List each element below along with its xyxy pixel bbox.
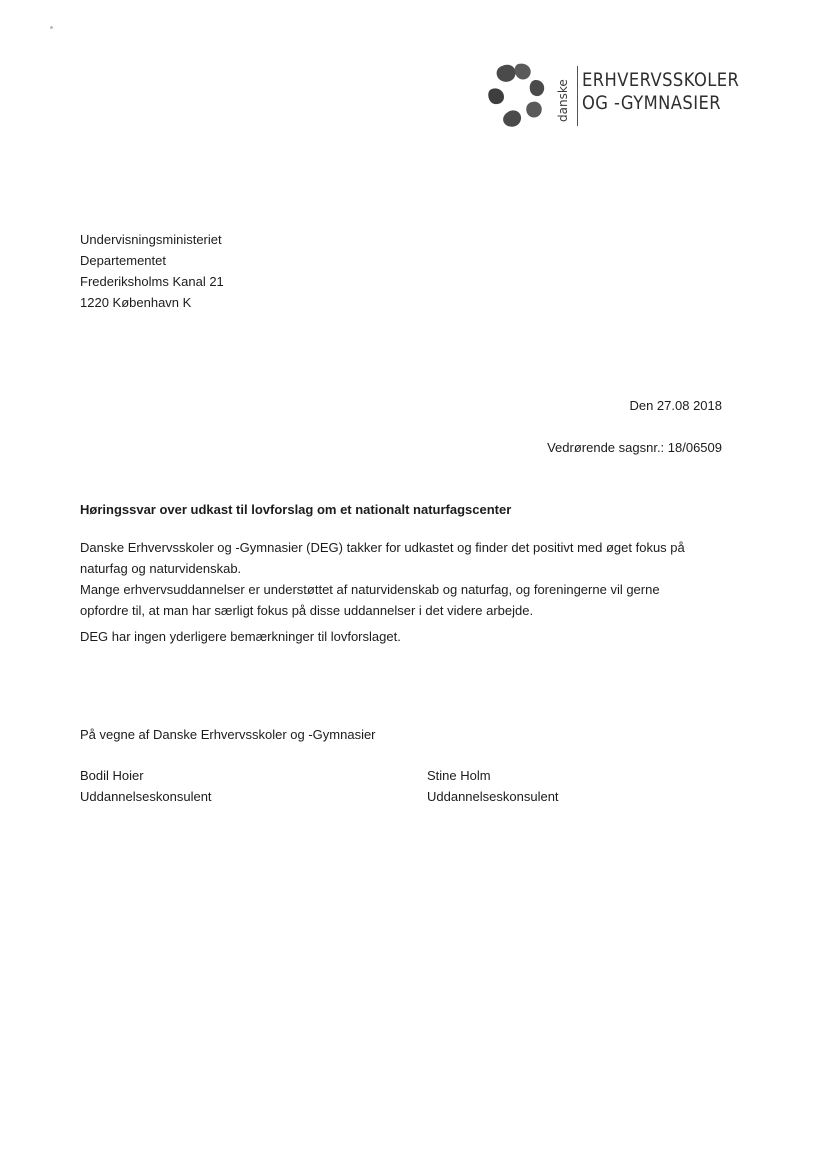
signatory-title: Uddannelseskonsulent bbox=[80, 789, 212, 804]
svg-text:danske: danske bbox=[556, 79, 570, 122]
body-line: Danske Erhvervsskoler og -Gymnasier (DEG) takker for udkastet og finder det positivt med øget fokus på bbox=[80, 540, 685, 555]
logo-petal bbox=[503, 110, 521, 126]
signatory-right bbox=[427, 765, 559, 807]
body-paragraph-1 bbox=[80, 537, 720, 621]
address-line: 1220 København K bbox=[80, 295, 192, 310]
body-line: opfordre til, at man har særligt fokus på disse uddannelser i det videre arbejde. bbox=[80, 603, 534, 618]
logo-small-word bbox=[548, 66, 574, 126]
signatory-name: Stine Holm bbox=[427, 768, 491, 783]
signatory-title: Uddannelseskonsulent bbox=[427, 789, 559, 804]
address-line: Undervisningsministeriet bbox=[80, 232, 222, 247]
signatory-left bbox=[80, 765, 212, 807]
address-line: Departementet bbox=[80, 253, 166, 268]
body-line: naturfag og naturvidenskab. bbox=[80, 561, 242, 576]
body-line: Mange erhvervsuddannelser er understøttet af naturvidenskab og naturfag, og foreningerne vil gerne bbox=[80, 582, 660, 597]
logo-petal bbox=[497, 65, 516, 82]
logo-text-line2: OG -GYMNASIER bbox=[582, 92, 722, 114]
logo-petal bbox=[526, 102, 542, 118]
recipient-address bbox=[80, 229, 224, 313]
logo-divider bbox=[577, 66, 578, 126]
case-reference: Vedrørende sagsnr.: 18/06509 bbox=[547, 440, 722, 455]
logo-petal bbox=[488, 88, 504, 104]
logo-petal bbox=[515, 64, 531, 80]
closing-line: På vegne af Danske Erhvervsskoler og -Gymnasier bbox=[80, 727, 376, 742]
flower-logo-icon bbox=[488, 62, 556, 130]
letter-subject: Høringssvar over udkast til lovforslag om et nationalt naturfagscenter bbox=[80, 502, 512, 517]
organization-logo bbox=[488, 62, 758, 134]
logo-text-line1: ERHVERVSSKOLER bbox=[582, 69, 740, 91]
scan-speck bbox=[50, 26, 53, 29]
letter-date: Den 27.08 2018 bbox=[629, 398, 722, 413]
body-paragraph-2: DEG har ingen yderligere bemærkninger til lovforslaget. bbox=[80, 629, 401, 644]
logo-petal bbox=[530, 80, 544, 96]
signatory-name: Bodil Hoier bbox=[80, 768, 144, 783]
address-line: Frederiksholms Kanal 21 bbox=[80, 274, 224, 289]
